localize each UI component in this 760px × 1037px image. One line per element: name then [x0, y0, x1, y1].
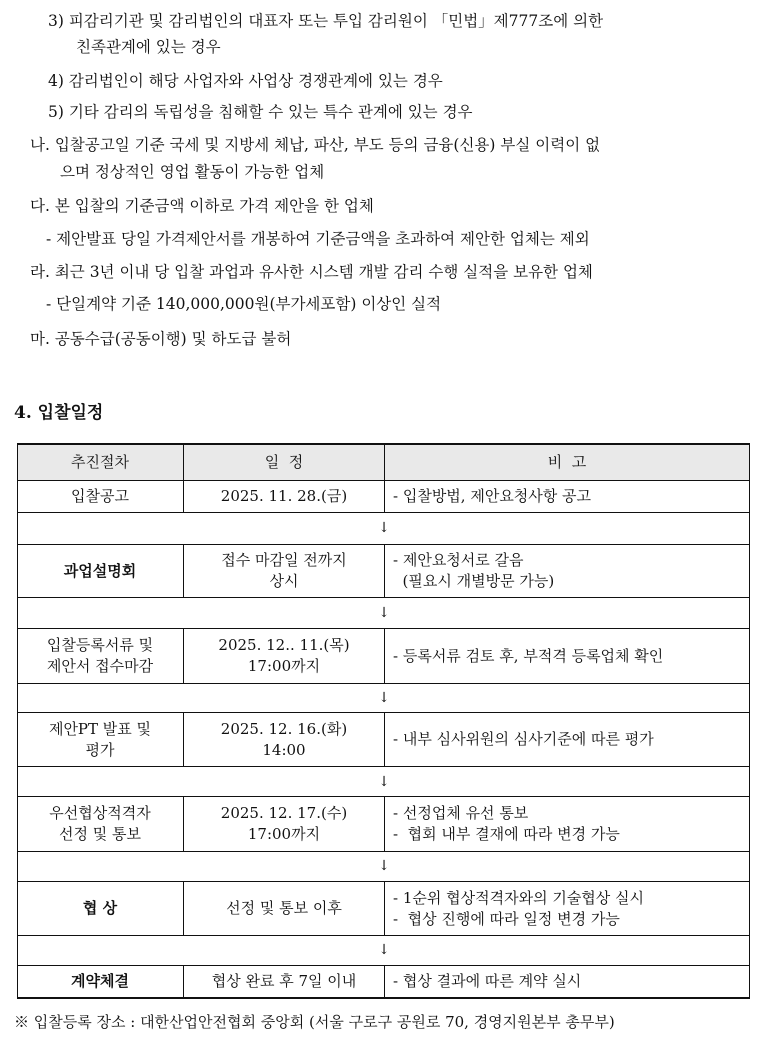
condition-line: 친족관계에 있는 경우: [76, 38, 221, 56]
table-row-step: 과업설명회: [63, 561, 137, 580]
table-row-note: - 1순위 협상적격자와의 기술협상 실시 - 협상 진행에 따라 일정 변경 가능: [393, 888, 645, 928]
section-title: 4. 입찰일정: [14, 403, 104, 423]
table-row-note: - 선정업체 유선 통보 - 협회 내부 결재에 따라 변경 가능: [393, 804, 620, 843]
table-row-note: - 입찰방법, 제안요청사항 공고: [393, 487, 592, 505]
condition-line: - 제안발표 당일 가격제안서를 개봉하여 기준금액을 초과하여 제안한 업체는 제외: [46, 230, 590, 248]
rule: [749, 443, 750, 999]
rule: [17, 597, 749, 598]
rule: [17, 851, 749, 852]
condition-line: 3) 피감리기관 및 감리법인의 대표자 또는 투입 감리원이 「민법」제777조에 의한: [48, 12, 604, 30]
flow-arrow: ↓: [378, 520, 390, 536]
table-row-step: 입찰공고: [71, 487, 129, 505]
table-row-date: 2025. 12. 16.(화) 14:00: [220, 719, 348, 759]
condition-line: - 단일계약 기준 140,000,000원(부가세포함) 이상인 실적: [46, 295, 442, 313]
table-row-date: 2025. 12. 17.(수) 17:00까지: [220, 804, 348, 843]
column-header: 추진절차: [71, 452, 129, 471]
flow-arrow: ↓: [378, 690, 390, 706]
condition-line: 나. 입찰공고일 기준 국세 및 지방세 체납, 파산, 부도 등의 금융(신용) 부실 이력이 없: [30, 136, 601, 154]
table-row-date: 선정 및 통보 이후: [226, 899, 342, 917]
table-row-date: 협상 완료 후 7일 이내: [211, 972, 357, 990]
table-row-step: 입찰등록서류 및 제안서 접수마감: [46, 636, 154, 675]
flow-arrow: ↓: [378, 605, 390, 621]
table-row-step: 협 상: [82, 899, 118, 917]
condition-line: 라. 최근 3년 이내 당 입찰 과업과 유사한 시스템 개발 감리 수행 실적을 보유한 업체: [30, 263, 593, 281]
column-header: 비 고: [547, 452, 587, 471]
rule: [17, 683, 749, 684]
condition-line: 으며 정상적인 영업 활동이 가능한 업체: [60, 163, 325, 181]
footnote: ※ 입찰등록 장소 : 대한산업안전협회 중앙회 (서울 구로구 공원로 70, 경영지원본부 총무부): [14, 1013, 615, 1031]
column-header: 일 정: [264, 452, 304, 471]
condition-line: 4) 감리법인이 해당 사업자와 사업상 경쟁관계에 있는 경우: [48, 72, 443, 90]
table-row-date: 2025. 11. 28.(금): [220, 487, 348, 505]
condition-line: 5) 기타 감리의 독립성을 침해할 수 있는 특수 관계에 있는 경우: [48, 103, 473, 121]
flow-arrow: ↓: [378, 942, 390, 958]
condition-line: 다. 본 입찰의 기준금액 이하로 가격 제안을 한 업체: [30, 197, 374, 215]
table-row-note: - 제안요청서로 갈음 (필요시 개별방문 가능): [393, 551, 555, 590]
table-row-step: 제안PT 발표 및 평가: [48, 719, 152, 759]
table-row-note: - 내부 심사위원의 심사기준에 따른 평가: [393, 730, 654, 748]
table-row-step: 우선협상적격자 선정 및 통보: [49, 804, 151, 843]
flow-arrow: ↓: [378, 858, 390, 874]
rule: [17, 997, 749, 999]
table-row-date: 접수 마감일 전까지 상시: [221, 551, 347, 590]
table-row-date: 2025. 12.. 11.(목) 17:00까지: [218, 636, 350, 675]
rule: [17, 512, 749, 513]
rule: [17, 766, 749, 767]
table-row-step: 계약체결: [71, 972, 129, 990]
rule: [17, 935, 749, 936]
flow-arrow: ↓: [378, 774, 390, 790]
table-row-note: - 협상 결과에 따른 계약 실시: [393, 972, 582, 990]
table-row-note: - 등록서류 검토 후, 부적격 등록업체 확인: [393, 646, 664, 665]
condition-line: 마. 공동수급(공동이행) 및 하도급 불허: [30, 330, 292, 348]
